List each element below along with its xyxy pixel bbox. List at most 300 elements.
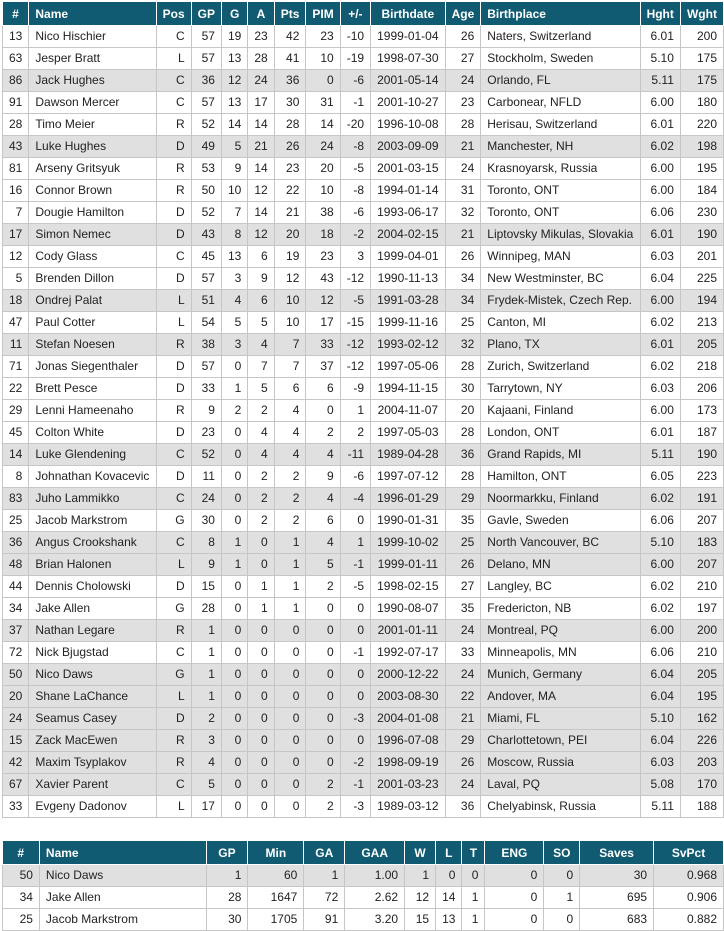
cell-pos: C <box>156 774 191 796</box>
cell-t: 0 <box>462 865 485 887</box>
cell-l: 14 <box>436 887 462 909</box>
cell-gp: 1 <box>191 620 221 642</box>
cell-name: Connor Brown <box>29 180 156 202</box>
cell-name: Dawson Mercer <box>29 92 156 114</box>
cell-l: 13 <box>436 909 462 931</box>
cell-birthplace: Orlando, FL <box>481 70 640 92</box>
skaters-col-header-wght: Wght <box>680 2 723 26</box>
cell-plusminus: 0 <box>340 686 370 708</box>
player-row <box>3 664 724 686</box>
cell-a: 4 <box>248 334 274 356</box>
cell-pim: 20 <box>306 158 340 180</box>
cell-pos: C <box>156 26 191 48</box>
cell-birthdate: 1999-11-16 <box>371 312 446 334</box>
cell-age: 27 <box>445 48 481 70</box>
cell-num: 72 <box>3 642 29 664</box>
cell-pos: D <box>156 224 191 246</box>
cell-pim: 14 <box>306 114 340 136</box>
player-row <box>3 246 724 268</box>
cell-hght: 6.01 <box>640 224 680 246</box>
cell-plusminus: -19 <box>340 48 370 70</box>
cell-plusminus: -12 <box>340 334 370 356</box>
cell-g: 0 <box>221 598 247 620</box>
cell-ga: 91 <box>304 909 345 931</box>
cell-plusminus: -5 <box>340 576 370 598</box>
cell-w: 15 <box>405 909 436 931</box>
cell-plusminus: 1 <box>340 532 370 554</box>
cell-wght: 191 <box>680 488 723 510</box>
skaters-col-header-hght: Hght <box>640 2 680 26</box>
cell-a: 0 <box>248 774 274 796</box>
cell-num: 43 <box>3 136 29 158</box>
cell-pts: 10 <box>274 290 306 312</box>
cell-hght: 6.02 <box>640 356 680 378</box>
cell-gaa: 1.00 <box>345 865 405 887</box>
cell-pim: 24 <box>306 136 340 158</box>
cell-birthplace: North Vancouver, BC <box>481 532 640 554</box>
cell-birthplace: Montreal, PQ <box>481 620 640 642</box>
player-row <box>3 268 724 290</box>
cell-wght: 195 <box>680 158 723 180</box>
cell-pim: 5 <box>306 554 340 576</box>
cell-pts: 36 <box>274 70 306 92</box>
cell-birthplace: Carbonear, NFLD <box>481 92 640 114</box>
cell-pts: 4 <box>274 400 306 422</box>
cell-name: Nathan Legare <box>29 620 156 642</box>
cell-num: 34 <box>3 598 29 620</box>
cell-plusminus: -1 <box>340 642 370 664</box>
cell-plusminus: -2 <box>340 752 370 774</box>
cell-plusminus: -1 <box>340 554 370 576</box>
cell-pts: 42 <box>274 26 306 48</box>
cell-birthdate: 2003-08-30 <box>371 686 446 708</box>
cell-birthplace: Manchester, NH <box>481 136 640 158</box>
cell-age: 32 <box>445 202 481 224</box>
cell-pim: 37 <box>306 356 340 378</box>
cell-pos: G <box>156 598 191 620</box>
cell-num: 25 <box>3 510 29 532</box>
cell-plusminus: -5 <box>340 158 370 180</box>
cell-hght: 6.05 <box>640 466 680 488</box>
cell-birthplace: Frydek-Mistek, Czech Rep. <box>481 290 640 312</box>
cell-pim: 0 <box>306 620 340 642</box>
cell-pim: 0 <box>306 642 340 664</box>
cell-birthplace: Minneapolis, MN <box>481 642 640 664</box>
skater-stats-table <box>2 2 724 818</box>
cell-g: 13 <box>221 92 247 114</box>
cell-g: 0 <box>221 620 247 642</box>
cell-birthplace: Moscow, Russia <box>481 752 640 774</box>
cell-age: 20 <box>445 400 481 422</box>
cell-name: Nico Daws <box>39 865 206 887</box>
cell-name: Nico Hischier <box>29 26 156 48</box>
cell-name: Arseny Gritsyuk <box>29 158 156 180</box>
cell-age: 29 <box>445 488 481 510</box>
cell-pts: 2 <box>274 510 306 532</box>
cell-age: 27 <box>445 576 481 598</box>
cell-wght: 218 <box>680 356 723 378</box>
cell-wght: 188 <box>680 796 723 818</box>
cell-name: Luke Hughes <box>29 136 156 158</box>
cell-age: 21 <box>445 136 481 158</box>
cell-plusminus: -3 <box>340 796 370 818</box>
cell-age: 21 <box>445 224 481 246</box>
cell-birthdate: 2004-01-08 <box>371 708 446 730</box>
cell-age: 26 <box>445 26 481 48</box>
cell-a: 0 <box>248 664 274 686</box>
cell-birthdate: 1997-05-03 <box>371 422 446 444</box>
cell-age: 30 <box>445 378 481 400</box>
cell-wght: 170 <box>680 774 723 796</box>
cell-name: Jake Allen <box>39 887 206 909</box>
cell-birthdate: 1998-02-15 <box>371 576 446 598</box>
cell-a: 17 <box>248 92 274 114</box>
skaters-col-header-name: Name <box>29 2 156 26</box>
cell-age: 28 <box>445 466 481 488</box>
cell-birthdate: 1990-01-31 <box>371 510 446 532</box>
cell-pim: 9 <box>306 466 340 488</box>
cell-age: 32 <box>445 334 481 356</box>
cell-min: 60 <box>248 865 304 887</box>
cell-pos: R <box>156 400 191 422</box>
cell-wght: 201 <box>680 246 723 268</box>
cell-pts: 2 <box>274 466 306 488</box>
cell-plusminus: -10 <box>340 26 370 48</box>
cell-name: Seamus Casey <box>29 708 156 730</box>
cell-birthdate: 1992-07-17 <box>371 642 446 664</box>
cell-gp: 51 <box>191 290 221 312</box>
cell-name: Maxim Tsyplakov <box>29 752 156 774</box>
cell-birthdate: 1993-06-17 <box>371 202 446 224</box>
cell-gp: 43 <box>191 224 221 246</box>
cell-pts: 6 <box>274 378 306 400</box>
cell-birthdate: 1989-04-28 <box>371 444 446 466</box>
cell-birthdate: 1994-01-14 <box>371 180 446 202</box>
cell-birthdate: 1996-10-08 <box>371 114 446 136</box>
cell-hght: 6.02 <box>640 136 680 158</box>
cell-hght: 5.11 <box>640 70 680 92</box>
cell-age: 24 <box>445 620 481 642</box>
cell-gp: 1 <box>206 865 248 887</box>
cell-pim: 0 <box>306 664 340 686</box>
cell-wght: 173 <box>680 400 723 422</box>
cell-a: 5 <box>248 312 274 334</box>
cell-pim: 4 <box>306 532 340 554</box>
cell-birthdate: 2001-03-23 <box>371 774 446 796</box>
goalies-col-header-t: T <box>462 841 485 865</box>
cell-eng: 0 <box>485 887 544 909</box>
cell-gp: 30 <box>191 510 221 532</box>
cell-pts: 41 <box>274 48 306 70</box>
cell-pim: 38 <box>306 202 340 224</box>
cell-saves: 30 <box>580 865 654 887</box>
cell-name: Xavier Parent <box>29 774 156 796</box>
cell-num: 50 <box>3 865 40 887</box>
goalies-col-header-num: # <box>3 841 40 865</box>
cell-a: 1 <box>248 576 274 598</box>
cell-pts: 0 <box>274 620 306 642</box>
cell-pim: 33 <box>306 334 340 356</box>
cell-birthdate: 1989-03-12 <box>371 796 446 818</box>
cell-age: 24 <box>445 774 481 796</box>
cell-birthplace: New Westminster, BC <box>481 268 640 290</box>
cell-birthdate: 2000-12-22 <box>371 664 446 686</box>
cell-hght: 6.01 <box>640 334 680 356</box>
cell-pos: L <box>156 48 191 70</box>
cell-age: 28 <box>445 114 481 136</box>
cell-pts: 28 <box>274 114 306 136</box>
cell-pos: C <box>156 92 191 114</box>
cell-birthplace: Andover, MA <box>481 686 640 708</box>
cell-pim: 12 <box>306 290 340 312</box>
cell-wght: 190 <box>680 444 723 466</box>
cell-pim: 6 <box>306 510 340 532</box>
cell-pts: 7 <box>274 356 306 378</box>
cell-pos: D <box>156 202 191 224</box>
cell-name: Dougie Hamilton <box>29 202 156 224</box>
cell-a: 12 <box>248 224 274 246</box>
cell-hght: 6.04 <box>640 664 680 686</box>
cell-pts: 0 <box>274 642 306 664</box>
cell-w: 1 <box>405 865 436 887</box>
cell-pts: 0 <box>274 730 306 752</box>
player-row <box>3 730 724 752</box>
cell-num: 5 <box>3 268 29 290</box>
cell-age: 24 <box>445 158 481 180</box>
player-row <box>3 532 724 554</box>
cell-num: 11 <box>3 334 29 356</box>
cell-a: 4 <box>248 444 274 466</box>
cell-plusminus: -11 <box>340 444 370 466</box>
cell-age: 26 <box>445 246 481 268</box>
cell-birthdate: 1990-08-07 <box>371 598 446 620</box>
cell-w: 12 <box>405 887 436 909</box>
skaters-col-header-pos: Pos <box>156 2 191 26</box>
cell-birthdate: 1999-01-11 <box>371 554 446 576</box>
cell-a: 2 <box>248 488 274 510</box>
cell-plusminus: 0 <box>340 730 370 752</box>
cell-name: Evgeny Dadonov <box>29 796 156 818</box>
cell-plusminus: 0 <box>340 510 370 532</box>
cell-birthplace: Zurich, Switzerland <box>481 356 640 378</box>
cell-a: 0 <box>248 642 274 664</box>
cell-plusminus: 1 <box>340 400 370 422</box>
skaters-col-header-pim: PIM <box>306 2 340 26</box>
cell-ga: 1 <box>304 865 345 887</box>
cell-birthdate: 2001-10-27 <box>371 92 446 114</box>
cell-gp: 3 <box>191 730 221 752</box>
cell-age: 35 <box>445 598 481 620</box>
cell-hght: 6.02 <box>640 312 680 334</box>
cell-num: 24 <box>3 708 29 730</box>
cell-wght: 198 <box>680 136 723 158</box>
cell-pim: 2 <box>306 576 340 598</box>
cell-num: 17 <box>3 224 29 246</box>
cell-pos: L <box>156 312 191 334</box>
cell-pts: 0 <box>274 686 306 708</box>
cell-a: 14 <box>248 158 274 180</box>
cell-gp: 57 <box>191 268 221 290</box>
cell-wght: 210 <box>680 576 723 598</box>
cell-birthplace: Miami, FL <box>481 708 640 730</box>
cell-hght: 6.01 <box>640 114 680 136</box>
cell-birthdate: 1999-04-01 <box>371 246 446 268</box>
cell-plusminus: -20 <box>340 114 370 136</box>
cell-g: 0 <box>221 752 247 774</box>
cell-plusminus: 2 <box>340 422 370 444</box>
cell-birthplace: Herisau, Switzerland <box>481 114 640 136</box>
cell-age: 22 <box>445 686 481 708</box>
cell-birthplace: Laval, PQ <box>481 774 640 796</box>
cell-g: 0 <box>221 730 247 752</box>
player-row <box>3 290 724 312</box>
cell-num: 81 <box>3 158 29 180</box>
cell-plusminus: -4 <box>340 488 370 510</box>
cell-plusminus: -12 <box>340 356 370 378</box>
cell-name: Jacob Markstrom <box>29 510 156 532</box>
cell-hght: 6.04 <box>640 686 680 708</box>
cell-num: 47 <box>3 312 29 334</box>
player-row <box>3 642 724 664</box>
cell-num: 36 <box>3 532 29 554</box>
cell-wght: 175 <box>680 70 723 92</box>
cell-a: 0 <box>248 730 274 752</box>
cell-so: 0 <box>544 909 580 931</box>
player-row <box>3 158 724 180</box>
cell-hght: 6.00 <box>640 620 680 642</box>
goalie-stats-table <box>2 841 724 931</box>
cell-g: 0 <box>221 510 247 532</box>
cell-svpct: 0.906 <box>654 887 724 909</box>
cell-num: 37 <box>3 620 29 642</box>
cell-age: 36 <box>445 444 481 466</box>
cell-plusminus: 3 <box>340 246 370 268</box>
cell-a: 0 <box>248 708 274 730</box>
cell-name: Jesper Bratt <box>29 48 156 70</box>
cell-age: 28 <box>445 356 481 378</box>
cell-hght: 5.10 <box>640 708 680 730</box>
cell-name: Shane LaChance <box>29 686 156 708</box>
cell-num: 63 <box>3 48 29 70</box>
cell-gp: 57 <box>191 26 221 48</box>
cell-age: 26 <box>445 752 481 774</box>
goalies-col-header-eng: ENG <box>485 841 544 865</box>
cell-wght: 220 <box>680 114 723 136</box>
cell-hght: 6.02 <box>640 576 680 598</box>
player-row <box>3 796 724 818</box>
cell-g: 1 <box>221 554 247 576</box>
goalies-col-header-gaa: GAA <box>345 841 405 865</box>
cell-pos: G <box>156 664 191 686</box>
table-gap <box>2 818 724 841</box>
cell-plusminus: -6 <box>340 466 370 488</box>
player-row <box>3 312 724 334</box>
cell-plusminus: -8 <box>340 136 370 158</box>
cell-birthdate: 1999-10-02 <box>371 532 446 554</box>
cell-pts: 12 <box>274 268 306 290</box>
cell-gp: 52 <box>191 444 221 466</box>
cell-wght: 183 <box>680 532 723 554</box>
cell-num: 25 <box>3 909 40 931</box>
cell-pts: 0 <box>274 774 306 796</box>
cell-wght: 223 <box>680 466 723 488</box>
cell-age: 23 <box>445 92 481 114</box>
cell-birthdate: 1998-07-30 <box>371 48 446 70</box>
cell-plusminus: -1 <box>340 774 370 796</box>
cell-num: 7 <box>3 202 29 224</box>
cell-num: 34 <box>3 887 40 909</box>
cell-birthplace: Liptovsky Mikulas, Slovakia <box>481 224 640 246</box>
cell-num: 33 <box>3 796 29 818</box>
player-row <box>3 224 724 246</box>
cell-gp: 57 <box>191 92 221 114</box>
cell-a: 0 <box>248 554 274 576</box>
cell-age: 26 <box>445 554 481 576</box>
cell-g: 0 <box>221 466 247 488</box>
cell-birthplace: Naters, Switzerland <box>481 26 640 48</box>
cell-num: 28 <box>3 114 29 136</box>
cell-pos: C <box>156 532 191 554</box>
cell-hght: 6.04 <box>640 268 680 290</box>
skaters-col-header-birthplace: Birthplace <box>481 2 640 26</box>
cell-gp: 15 <box>191 576 221 598</box>
cell-wght: 180 <box>680 92 723 114</box>
cell-plusminus: -9 <box>340 378 370 400</box>
cell-num: 42 <box>3 752 29 774</box>
player-row <box>3 378 724 400</box>
cell-birthplace: Noormarkku, Finland <box>481 488 640 510</box>
cell-a: 2 <box>248 510 274 532</box>
cell-hght: 6.04 <box>640 730 680 752</box>
cell-g: 0 <box>221 488 247 510</box>
cell-pts: 23 <box>274 158 306 180</box>
cell-g: 13 <box>221 246 247 268</box>
player-row <box>3 466 724 488</box>
cell-pos: L <box>156 290 191 312</box>
player-row <box>3 598 724 620</box>
cell-g: 2 <box>221 400 247 422</box>
player-row <box>3 114 724 136</box>
cell-g: 8 <box>221 224 247 246</box>
cell-pim: 10 <box>306 48 340 70</box>
player-row <box>3 48 724 70</box>
cell-pos: D <box>156 378 191 400</box>
cell-age: 31 <box>445 180 481 202</box>
cell-pos: D <box>156 466 191 488</box>
cell-gp: 28 <box>191 598 221 620</box>
cell-hght: 5.11 <box>640 444 680 466</box>
cell-birthplace: Delano, MN <box>481 554 640 576</box>
skaters-col-header-birthdate: Birthdate <box>371 2 446 26</box>
cell-pim: 0 <box>306 598 340 620</box>
cell-pim: 2 <box>306 796 340 818</box>
cell-pos: D <box>156 268 191 290</box>
cell-a: 24 <box>248 70 274 92</box>
cell-pim: 2 <box>306 774 340 796</box>
cell-birthplace: Munich, Germany <box>481 664 640 686</box>
cell-hght: 6.00 <box>640 554 680 576</box>
goalies-col-header-gp: GP <box>206 841 248 865</box>
cell-a: 7 <box>248 356 274 378</box>
cell-g: 1 <box>221 532 247 554</box>
cell-pos: R <box>156 114 191 136</box>
cell-name: Zack MacEwen <box>29 730 156 752</box>
cell-wght: 207 <box>680 554 723 576</box>
cell-gp: 23 <box>191 422 221 444</box>
cell-pim: 17 <box>306 312 340 334</box>
cell-hght: 6.00 <box>640 180 680 202</box>
cell-a: 0 <box>248 796 274 818</box>
